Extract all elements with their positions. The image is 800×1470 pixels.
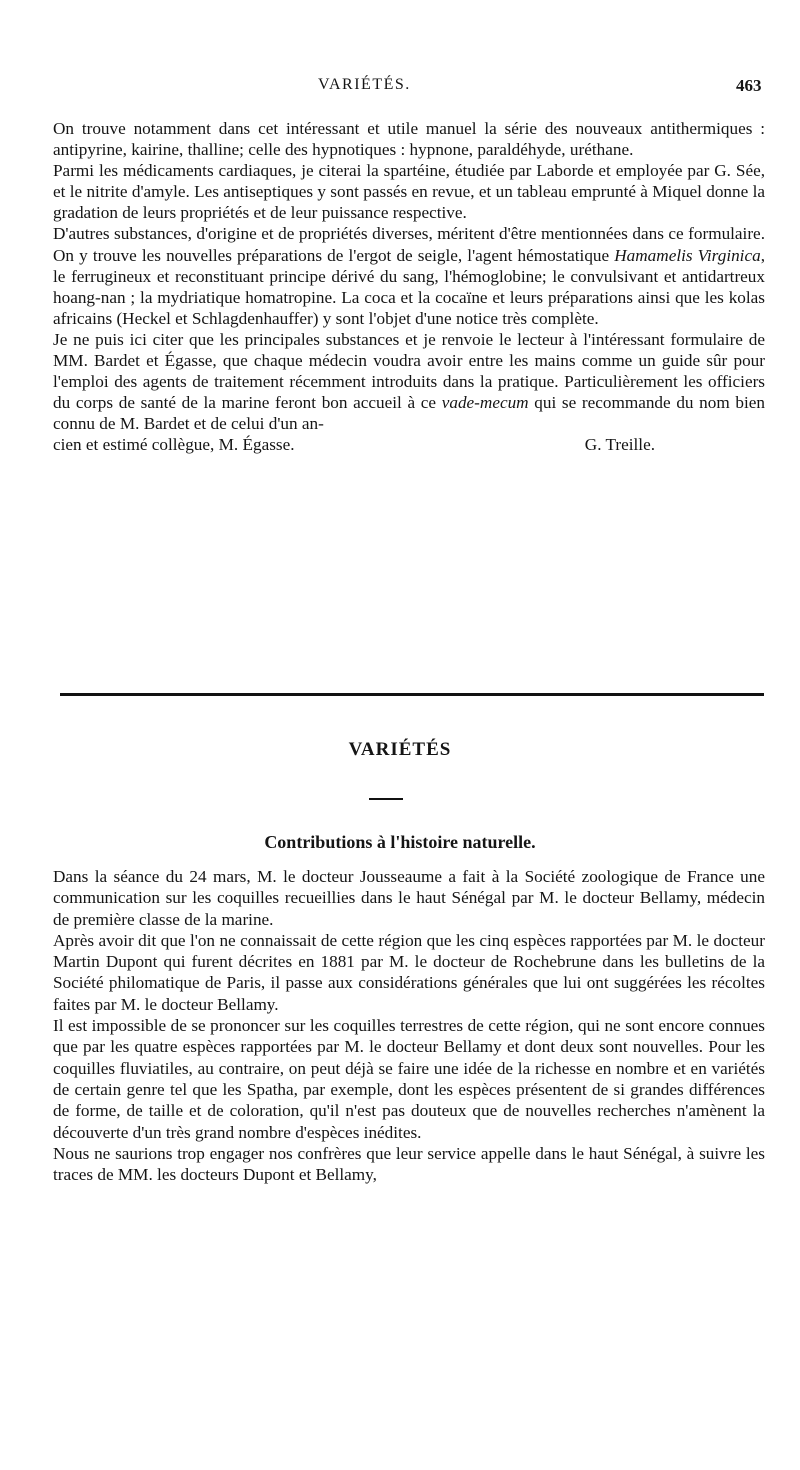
review-paragraph-4: [53, 329, 765, 434]
section-divider: [60, 693, 764, 696]
article-text: [53, 866, 765, 1185]
vade-mecum-italic: vade-mecum: [441, 393, 529, 413]
page-header: [0, 76, 800, 100]
review-paragraph-4-end: qui se recommande du nom bien connu de M. Bardet et de celui d'un an-: [53, 393, 765, 434]
review-paragraph-4-last: cien et estimé collègue, M. Égasse.: [53, 435, 295, 455]
article-subtitle: Contributions à l'histoire naturelle.: [264, 832, 536, 852]
review-paragraph-3-start: D'autres substances, d'origine et de propriétés diverses, méritent d'être mentionnées dans ce formulaire. On y trouve les nouvelles préparations de l'ergot de seigle, l'agent hémostatique: [53, 224, 765, 265]
article-paragraph-2: Après avoir dit que l'on ne connaissait de cette région que les cinq espèces rapportées par M. le docteur Martin Dupont qui furent décrites en 1881 par M. le docteur de Rochebrune dans les bulletins de la Société philomatique de Paris, il passe aux considérations générales que lui ont suggérées les récoltes faites par M. le docteur Bellamy.: [53, 930, 765, 1014]
article-paragraph-3: Il est impossible de se prononcer sur les coquilles terrestres de cette région, qui ne sont encore connues que par les quatre espèces rapportées par M. le docteur Bellamy et dont deux sont nouvelles. Pour les coquilles fluviatiles, au contraire, on peut déjà se faire une idée de la richesse en nombre et en variétés de certain genre tel que les Spatha, par exemple, dont les espèces présentent de si grandes différences de forme, de taille et de coloration, qu'il n'est pas douteux que de nouvelles recherches n'amènent la découverte d'un très grand nombre d'espèces inédites.: [53, 1016, 765, 1142]
article-paragraph-4: Nous ne saurions trop engager nos confrères que leur service appelle dans le haut Sénégal, à suivre les traces de MM. les docteurs Dupont et Bellamy,: [53, 1143, 765, 1185]
article-paragraph-1: Dans la séance du 24 mars, M. le docteur Jousseaume a fait à la Société zoologique de France une communication sur les coquilles recueillies dans le haut Sénégal par M. le docteur Bellamy, médecin de première classe de la marine.: [53, 867, 765, 929]
review-closing-line: [53, 434, 765, 455]
page-number: 463: [736, 76, 762, 95]
review-paragraph-2: Parmi les médicaments cardiaques, je citerai la spartéine, étudiée par Laborde et employée par G. Sée, et le nitrite d'amyle. Les antiseptiques y sont passés en revue, et un tableau emprunté à Miquel donne la gradation de leurs propriétés et de leur puissance respective.: [53, 161, 765, 223]
review-paragraph-4-start: Je ne puis ici citer que les principales substances et je renvoie le lecteur à l'intéressant formulaire de MM. Bardet et Égasse, que chaque médecin voudra avoir entre les mains comme un guide sûr pour l'emploi des agents de traitement récemment introduits dans la pratique. Particulièrement les officiers du corps de santé de la marine feront bon accueil à ce: [53, 329, 765, 413]
author-signature: G. Treille.: [584, 435, 655, 455]
review-paragraph-3: [53, 223, 765, 328]
review-paragraph-1: On trouve notamment dans cet intéressant et utile manuel la série des nouveaux antithermiques : antipyrine, kairine, thalline; celle des hypnotiques : hypnone, paraldéhyde, uréthane.: [53, 119, 765, 160]
section-title: VARIÉTÉS: [348, 739, 452, 760]
review-paragraph-3-end: , le ferrugineux et reconstituant principe dérivé du sang, l'hémoglobine; le convulsivant et antidartreux hoang-nan ; la mydriatique homatropine. La coca et la cocaïne et leurs préparations ainsi que les kolas africains (Heckel et Schlagdenhauffer) y sont l'objet d'une notice très complète.: [53, 245, 765, 328]
running-title: VARIÉTÉS.: [318, 76, 411, 93]
title-rule: [369, 798, 403, 800]
book-review-text: [53, 118, 765, 456]
species-name-italic: Hamamelis Virginica: [614, 245, 761, 265]
